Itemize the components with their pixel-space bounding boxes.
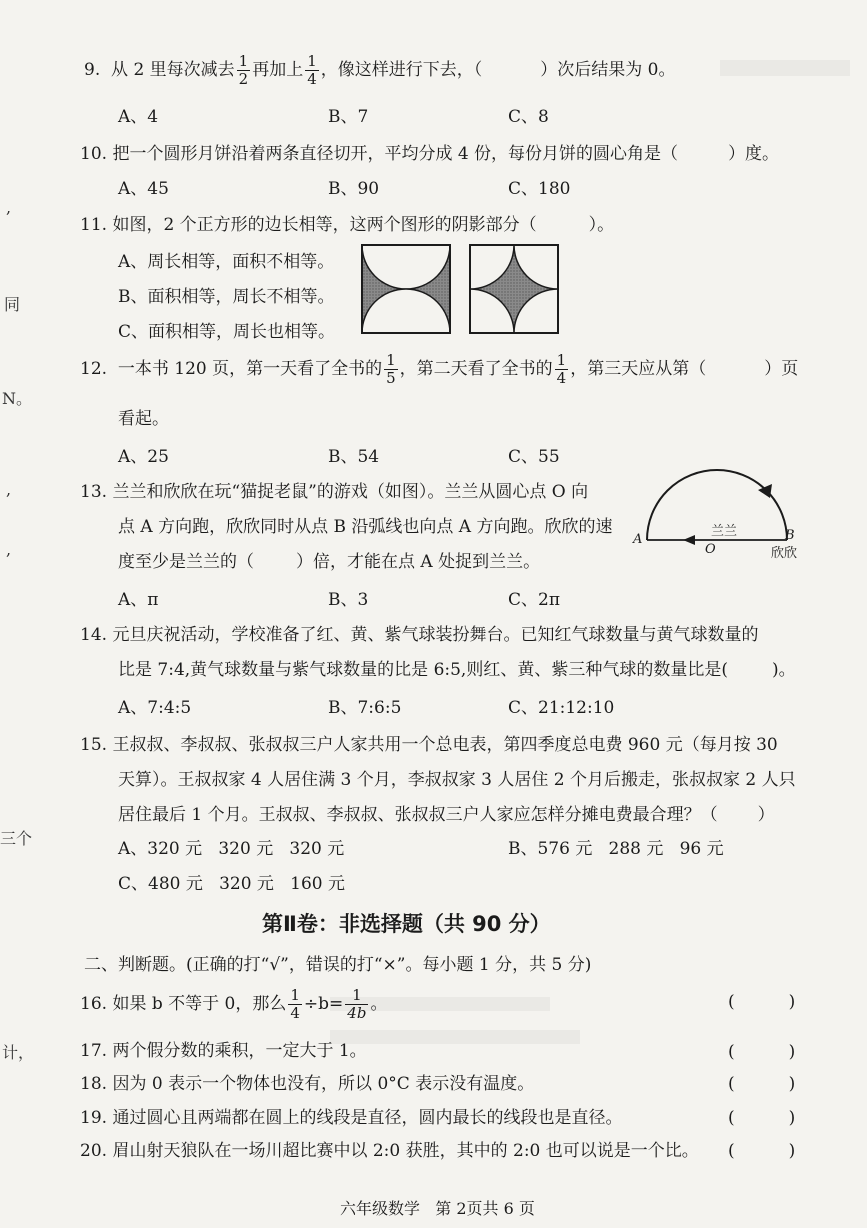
margin-mark: 计， (2, 1043, 35, 1062)
fraction: $\frac{1}{4}$ (290, 986, 300, 1022)
question-text: ）次后结果为 0。 (540, 60, 676, 80)
question-13-line2: 点 A 方向跑，欣欣同时从点 B 沿弧线也向点 A 方向跑。欣欣的速 (118, 517, 613, 537)
question-15-line2: 天算）。王叔叔家 4 人居住满 3 个月，李叔叔家 3 人居住 2 个月后搬走，张叔叔家 2 人只 (118, 770, 796, 790)
answer-blank[interactable]: ( ) (728, 1074, 796, 1094)
section-title: 第Ⅱ卷：非选择题（共 90 分） (262, 912, 551, 936)
question-12-continued: 看起。 (118, 409, 169, 429)
margin-mark: N。 (2, 389, 33, 408)
margin-mark: , (6, 198, 12, 217)
question-text: 再加上 (252, 60, 304, 80)
bleed-through (720, 60, 850, 76)
margin-mark: 三个 (0, 829, 33, 848)
option-b: B、54 (328, 447, 380, 467)
fraction: $\frac{1}{5}$ (386, 351, 396, 387)
option-c: C、2π (508, 590, 560, 610)
option-a: A、320 元 320 元 320 元 (118, 839, 345, 859)
answer-blank[interactable]: ( ) (728, 1108, 796, 1128)
section-heading: 二、判断题。(正确的打“√”，错误的打“×”。每小题 1 分，共 5 分) (84, 955, 592, 975)
semicircle-figure (625, 462, 815, 562)
margin-mark: , (6, 540, 12, 559)
answer-blank[interactable]: ( ) (728, 1042, 796, 1062)
label-o: O (705, 542, 716, 557)
option-b: B、7 (328, 107, 369, 127)
option-c: C、180 (508, 179, 571, 199)
left-square (362, 245, 450, 333)
question-18: 18. 因为 0 表示一个物体也没有，所以 0°C 表示没有温度。 (80, 1074, 535, 1094)
question-text: ，像这样进行下去，（ (320, 60, 483, 80)
question-12: 12. 一本书 120 页，第一天看了全书的 $\frac{1}{5}$ ，第二天看了全书的 $\frac{1}{4}$ ，第三天应从第（ ）页 (80, 351, 799, 387)
option-b: B、3 (328, 590, 369, 610)
question-10: 10. 把一个圆形月饼沿着两条直径切开，平均分成 4 份，每份月饼的圆心角是（ ）度。 (80, 144, 780, 164)
fraction: $\frac{1}{2}$ (238, 52, 249, 88)
option-a: A、4 (118, 107, 159, 127)
fraction: $\frac{1}{4}$ (307, 52, 317, 88)
question-14-line2: 比是 7:4,黄气球数量与紫气球数量的比是 6:5,则红、黄、紫三种气球的数量比是( )。 (118, 660, 796, 680)
option-a: A、π (118, 590, 159, 610)
right-square (470, 245, 558, 333)
question-17: 17. 两个假分数的乘积，一定大于 1。 (80, 1041, 367, 1061)
margin-mark: 同 (4, 295, 21, 314)
question-14-line1: 14. 元旦庆祝活动，学校准备了红、黄、紫气球装扮舞台。已知红气球数量与黄气球数量的 (80, 625, 759, 645)
answer-blank[interactable]: ( ) (728, 1141, 796, 1161)
option-b: B、7:6:5 (328, 698, 402, 718)
option-c: C、8 (508, 107, 549, 127)
page-footer: 六年级数学 第 2页共 6 页 (340, 1199, 535, 1218)
square-figures (360, 243, 560, 341)
question-16: 16. 如果 b 不等于 0，那么 $\frac{1}{4}$ ÷b= $\frac{1}{4b}$ 。 (80, 986, 388, 1022)
option-c: C、55 (508, 447, 560, 467)
question-13-line1: 13. 兰兰和欣欣在玩“猫捉老鼠”的游戏（如图）。兰兰从圆心点 O 向 (80, 482, 589, 502)
option-a: A、周长相等，面积不相等。 (118, 252, 335, 272)
option-a: A、7:4:5 (118, 698, 192, 718)
option-b: B、576 元 288 元 96 元 (508, 839, 724, 859)
label-xinxin: 欣欣 (771, 546, 798, 561)
bleed-through (330, 1030, 580, 1044)
question-9 (84, 53, 676, 88)
option-b: B、90 (328, 179, 380, 199)
option-c: C、21:12:10 (508, 698, 615, 718)
option-a: A、45 (118, 179, 169, 199)
option-b: B、面积相等，周长不相等。 (118, 287, 335, 307)
fraction: $\frac{1}{4b}$ (347, 986, 367, 1022)
option-a: A、25 (118, 447, 169, 467)
label-a: A (633, 532, 643, 547)
option-c: C、面积相等，周长也相等。 (118, 322, 336, 342)
answer-blank[interactable]: ( ) (728, 992, 796, 1012)
fraction: $\frac{1}{4}$ (556, 351, 567, 387)
question-13-line3: 度至少是兰兰的（ ）倍，才能在点 A 处捉到兰兰。 (118, 552, 541, 572)
question-number: 9. (84, 60, 101, 80)
question-20: 20. 眉山射天狼队在一场川超比赛中以 2:0 获胜，其中的 2:0 也可以说是一个比。 (80, 1141, 699, 1161)
label-lanlan: 兰兰 (711, 524, 738, 539)
question-19: 19. 通过圆心且两端都在圆上的线段是直径，圆内最长的线段也是直径。 (80, 1108, 623, 1128)
option-c: C、480 元 320 元 160 元 (118, 874, 345, 894)
question-15-line1: 15. 王叔叔、李叔叔、张叔叔三户人家共用一个总电表，第四季度总电费 960 元（每月按 30 (80, 735, 778, 755)
label-b: B (785, 528, 795, 543)
question-15-line3: 居住最后 1 个月。王叔叔、李叔叔、张叔叔三户人家应怎样分摊电费最合理？（ ） (118, 805, 775, 825)
question-text: 从 2 里每次减去 (111, 60, 235, 80)
question-11: 11. 如图，2 个正方形的边长相等，这两个图形的阴影部分（ ）。 (80, 215, 615, 235)
margin-mark: , (6, 480, 12, 499)
